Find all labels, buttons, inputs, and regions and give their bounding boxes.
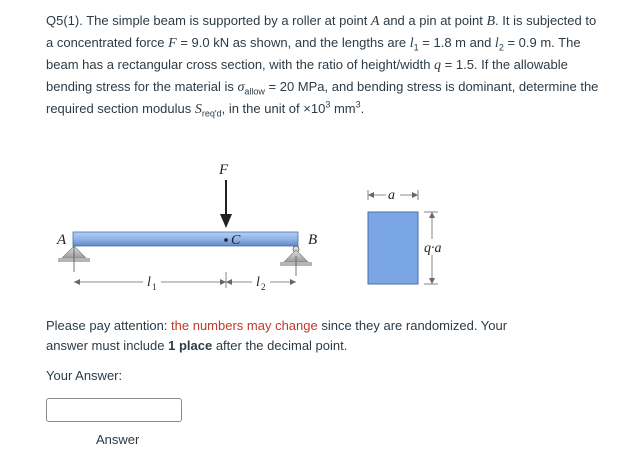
beam-figure [46, 160, 466, 300]
label-F: F [219, 162, 229, 178]
label-C: C [231, 233, 241, 248]
pin-support-B [280, 246, 312, 276]
cross-section [368, 212, 418, 284]
svg-text:2: 2 [261, 282, 266, 292]
svg-text:l: l [256, 275, 260, 290]
dimension-l2 [226, 272, 296, 292]
label-A: A [57, 232, 67, 248]
point-C [224, 238, 228, 242]
dimension-l1 [74, 272, 226, 292]
label-B: B [308, 232, 318, 248]
dimension-qa [422, 212, 456, 284]
answer-caption: Answer [96, 432, 140, 447]
beam [73, 232, 298, 246]
randomization-note: Please pay attention: the numbers may change since they are randomized. Your answer must include 1 place after the decimal point. [46, 318, 508, 353]
svg-text:a: a [388, 188, 395, 203]
svg-text:1: 1 [152, 282, 157, 292]
question-text: Q5(1). The simple beam is supported by a roller at point A and a pin at point B. It is subjected to a concentrated force F = 9.0 kN as shown, and the lengths are $l_1 = 1.8$ m and $l_2 = 0.9$ m. The beam has a rectangular cross section, with the ratio of height/width q = 1.5. If the allowable bending stress for the material is $\sigma_{allow} = 20$ MPa, and bending stress is dominant, determine the required section modulus $S_{req'd}$, in the unit of $\times 10^3$ $mm^3$. [46, 13, 599, 119]
dimension-a [368, 186, 418, 203]
your-answer-label: Your Answer: [46, 368, 123, 383]
force-arrow [220, 180, 232, 228]
svg-text:q·a: q·a [424, 241, 442, 256]
answer-input[interactable] [46, 398, 182, 422]
roller-support-A [58, 246, 90, 272]
svg-text:l: l [147, 275, 151, 290]
